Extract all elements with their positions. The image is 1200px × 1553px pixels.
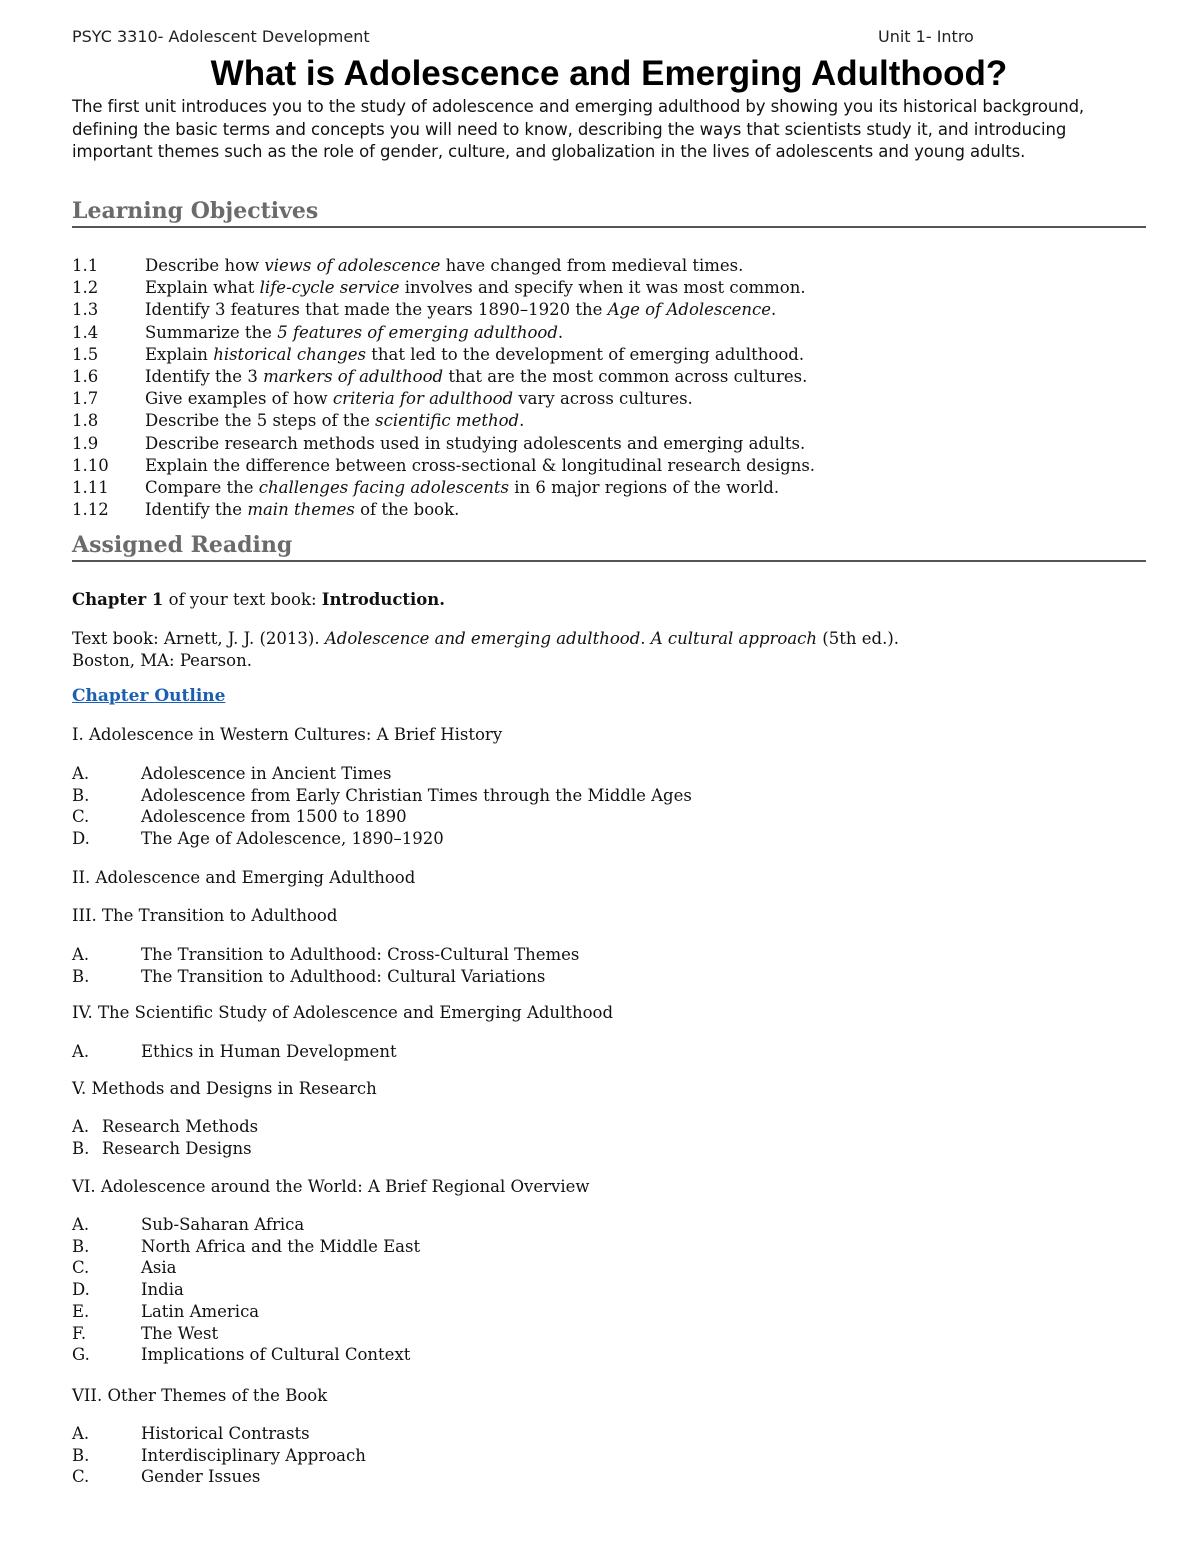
- outline-item-letter: A.: [72, 1042, 90, 1061]
- objective-text-end: .: [519, 411, 525, 431]
- unit-label: Unit 1- Intro: [878, 27, 974, 46]
- objective-item: [72, 344, 815, 366]
- outline-item-text: The Age of Adolescence, 1890–1920: [141, 829, 444, 849]
- objective-number: 1.11: [72, 477, 109, 497]
- outline-item-letter: B.: [72, 785, 90, 805]
- page-header: [72, 27, 1146, 49]
- objective-number: 1.7: [72, 389, 99, 409]
- section-heading-text: Assigned Reading: [72, 532, 293, 558]
- outline-section-6-list: [72, 1214, 420, 1366]
- objective-text-end: that are the most common across cultures.: [443, 366, 808, 386]
- objective-item: [72, 477, 815, 499]
- objective-emphasis: 5 features of emerging adulthood: [277, 322, 558, 342]
- outline-section-6: VI. Adolescence around the World: A Brief Regional Overview: [72, 1177, 590, 1196]
- chapter-mid-text: of your text book:: [163, 590, 322, 609]
- objectives-list: [72, 255, 815, 521]
- outline-item-text: Sub-Saharan Africa: [141, 1215, 305, 1234]
- objective-emphasis: main themes: [247, 500, 355, 520]
- outline-item-text: Research Methods: [102, 1117, 259, 1136]
- objective-number: 1.8: [72, 411, 99, 431]
- outline-item-text: The Transition to Adulthood: Cultural Variations: [141, 966, 546, 986]
- outline-item-letter: A.: [72, 1117, 90, 1136]
- objective-text: Compare the: [145, 477, 259, 497]
- outline-section-4: IV. The Scientific Study of Adolescence and Emerging Adulthood: [72, 1003, 614, 1022]
- objective-emphasis: life-cycle service: [259, 278, 400, 298]
- objective-number: 1.10: [72, 455, 109, 475]
- objective-number: 1.9: [72, 433, 99, 453]
- outline-item: [72, 944, 579, 966]
- objective-emphasis: challenges facing adolescents: [258, 477, 509, 497]
- outline-item-letter: A.: [72, 764, 90, 783]
- objective-text: Describe how: [145, 256, 265, 275]
- objective-item: [72, 277, 815, 299]
- objective-text-end: involves and specify when it was most common.: [399, 278, 806, 298]
- outline-section-1: I. Adolescence in Western Cultures: A Brief History: [72, 725, 503, 744]
- outline-item: [72, 966, 579, 988]
- outline-item: [72, 806, 692, 828]
- outline-item: [72, 1466, 366, 1488]
- outline-item-letter: G.: [72, 1345, 90, 1365]
- objective-text-end: that led to the development of emerging adulthood.: [366, 344, 805, 364]
- reference-publisher: Boston, MA: Pearson.: [72, 651, 252, 670]
- outline-item: [72, 828, 692, 850]
- outline-item-letter: B.: [72, 1445, 90, 1465]
- objective-emphasis: criteria for adulthood: [332, 389, 514, 409]
- outline-item-letter: C.: [72, 807, 90, 827]
- objective-text: Identify the: [145, 500, 248, 520]
- outline-item: [72, 1257, 420, 1279]
- outline-item-letter: B.: [72, 966, 90, 986]
- chapter-title: Introduction.: [321, 590, 446, 609]
- outline-item-text: Interdisciplinary Approach: [141, 1445, 366, 1465]
- outline-item: [72, 1041, 397, 1063]
- objective-text: Explain: [145, 344, 214, 364]
- outline-item-letter: C.: [72, 1258, 90, 1278]
- objective-text-end: in 6 major regions of the world.: [508, 477, 780, 497]
- outline-item: [72, 1138, 258, 1160]
- objective-item: [72, 299, 815, 321]
- outline-item-text: Adolescence from 1500 to 1890: [141, 807, 407, 827]
- intro-paragraph: The first unit introduces you to the study of adolescence and emerging adulthood by showing you its historical background, defining the basic terms and concepts you will need to know, describing the ways that scientists study it, and introducing important themes such as the role of gender, culture, and globalization in the lives of adolescents and young adults.: [72, 97, 1085, 162]
- objective-emphasis: markers of adulthood: [263, 366, 444, 386]
- outline-item-text: Adolescence in Ancient Times: [141, 764, 392, 783]
- outline-item: [72, 1323, 420, 1345]
- outline-item-letter: D.: [72, 829, 90, 849]
- outline-item: [72, 763, 692, 785]
- outline-item: [72, 1423, 366, 1445]
- section-heading-text: Learning Objectives: [72, 198, 319, 224]
- objective-item: [72, 388, 815, 410]
- outline-item-letter: A.: [72, 1215, 90, 1234]
- objective-text: Explain the difference between cross-sectional & longitudinal research designs.: [145, 455, 816, 475]
- chapter-outline-link[interactable]: Chapter Outline: [72, 686, 226, 706]
- objective-text: Give examples of how: [145, 389, 333, 409]
- reference-book-title: Adolescence and emerging adulthood. A cultural approach: [324, 629, 818, 648]
- outline-item-text: Gender Issues: [141, 1467, 261, 1487]
- objective-item: [72, 433, 815, 455]
- objective-text: Summarize the: [145, 322, 278, 342]
- outline-section-5: V. Methods and Designs in Research: [72, 1079, 377, 1098]
- objective-text-end: vary across cultures.: [513, 389, 693, 409]
- outline-section-7-list: [72, 1423, 366, 1488]
- chapter-line: [72, 590, 445, 609]
- objective-number: 1.6: [72, 366, 99, 386]
- objective-text-end: of the book.: [354, 500, 460, 520]
- objective-text: Explain what: [145, 278, 260, 298]
- outline-item-letter: B.: [72, 1138, 90, 1158]
- outline-section-1-list: [72, 763, 692, 850]
- page-title: What is Adolescence and Emerging Adulthood?: [210, 54, 1008, 93]
- objective-emphasis: historical changes: [213, 344, 367, 364]
- objective-item: [72, 366, 815, 388]
- outline-item: [72, 1116, 258, 1138]
- outline-item-text: Research Designs: [102, 1138, 252, 1158]
- outline-item-letter: A.: [72, 945, 90, 964]
- outline-item-text: Latin America: [141, 1301, 260, 1321]
- outline-item-letter: A.: [72, 1424, 90, 1443]
- course-name: PSYC 3310- Adolescent Development: [72, 27, 370, 46]
- outline-item: [72, 1344, 420, 1366]
- outline-item-text: North Africa and the Middle East: [141, 1236, 421, 1256]
- outline-item-letter: C.: [72, 1467, 90, 1487]
- objective-item: [72, 322, 815, 344]
- outline-item-text: Adolescence from Early Christian Times through the Middle Ages: [141, 785, 692, 805]
- objective-number: 1.2: [72, 278, 99, 298]
- chapter-number: Chapter 1: [72, 590, 164, 609]
- objective-text-end: .: [557, 322, 564, 342]
- objective-text: Identify 3 features that made the years 1890–1920 the: [145, 300, 608, 320]
- outline-item-text: India: [141, 1280, 184, 1300]
- objective-number: 1.3: [72, 300, 99, 320]
- objective-number: 1.12: [72, 500, 109, 520]
- objective-item: [72, 410, 815, 432]
- objective-text-end: have changed from medieval times.: [440, 256, 744, 275]
- objective-text: Describe research methods used in studying adolescents and emerging adults.: [145, 433, 806, 453]
- outline-item-text: Ethics in Human Development: [141, 1042, 397, 1061]
- outline-item-text: The West: [141, 1323, 219, 1343]
- outline-item: [72, 1301, 420, 1323]
- outline-item-text: Implications of Cultural Context: [141, 1345, 411, 1365]
- outline-item: [72, 1236, 420, 1258]
- outline-item-letter: D.: [72, 1280, 90, 1300]
- outline-item: [72, 1279, 420, 1301]
- outline-item: [72, 1214, 420, 1236]
- objective-number: 1.4: [72, 322, 99, 342]
- outline-section-4-list: [72, 1041, 397, 1063]
- outline-section-3: III. The Transition to Adulthood: [72, 906, 338, 925]
- objective-text: Describe the 5 steps of the: [145, 411, 376, 431]
- outline-section-5-list: [72, 1116, 258, 1159]
- outline-item-text: Historical Contrasts: [141, 1424, 310, 1443]
- outline-section-3-list: [72, 944, 579, 987]
- outline-section-2: II. Adolescence and Emerging Adulthood: [72, 868, 416, 887]
- objective-item: [72, 455, 815, 477]
- outline-item: [72, 785, 692, 807]
- learning-objectives-heading: [72, 196, 1146, 228]
- objective-number: 1.1: [72, 256, 99, 275]
- outline-item-letter: F.: [72, 1323, 87, 1343]
- textbook-reference: [72, 628, 899, 672]
- objective-emphasis: Age of Adolescence: [607, 300, 772, 320]
- reference-edition: (5th ed.).: [817, 629, 899, 648]
- assigned-reading-heading: [72, 530, 1146, 562]
- objective-number: 1.5: [72, 344, 99, 364]
- outline-item-text: The Transition to Adulthood: Cross-Cultural Themes: [141, 945, 580, 964]
- objective-text-end: .: [771, 300, 777, 320]
- outline-item: [72, 1445, 366, 1467]
- objective-item: [72, 255, 815, 277]
- reference-author: Text book: Arnett, J. J. (2013).: [72, 629, 325, 648]
- objective-emphasis: views of adolescence: [264, 256, 441, 275]
- outline-section-7: VII. Other Themes of the Book: [72, 1386, 328, 1405]
- objective-item: [72, 499, 815, 521]
- outline-item-letter: E.: [72, 1301, 90, 1321]
- objective-emphasis: scientific method: [375, 411, 520, 431]
- outline-item-letter: B.: [72, 1236, 90, 1256]
- outline-item-text: Asia: [141, 1258, 177, 1278]
- objective-text: Identify the 3: [145, 366, 264, 386]
